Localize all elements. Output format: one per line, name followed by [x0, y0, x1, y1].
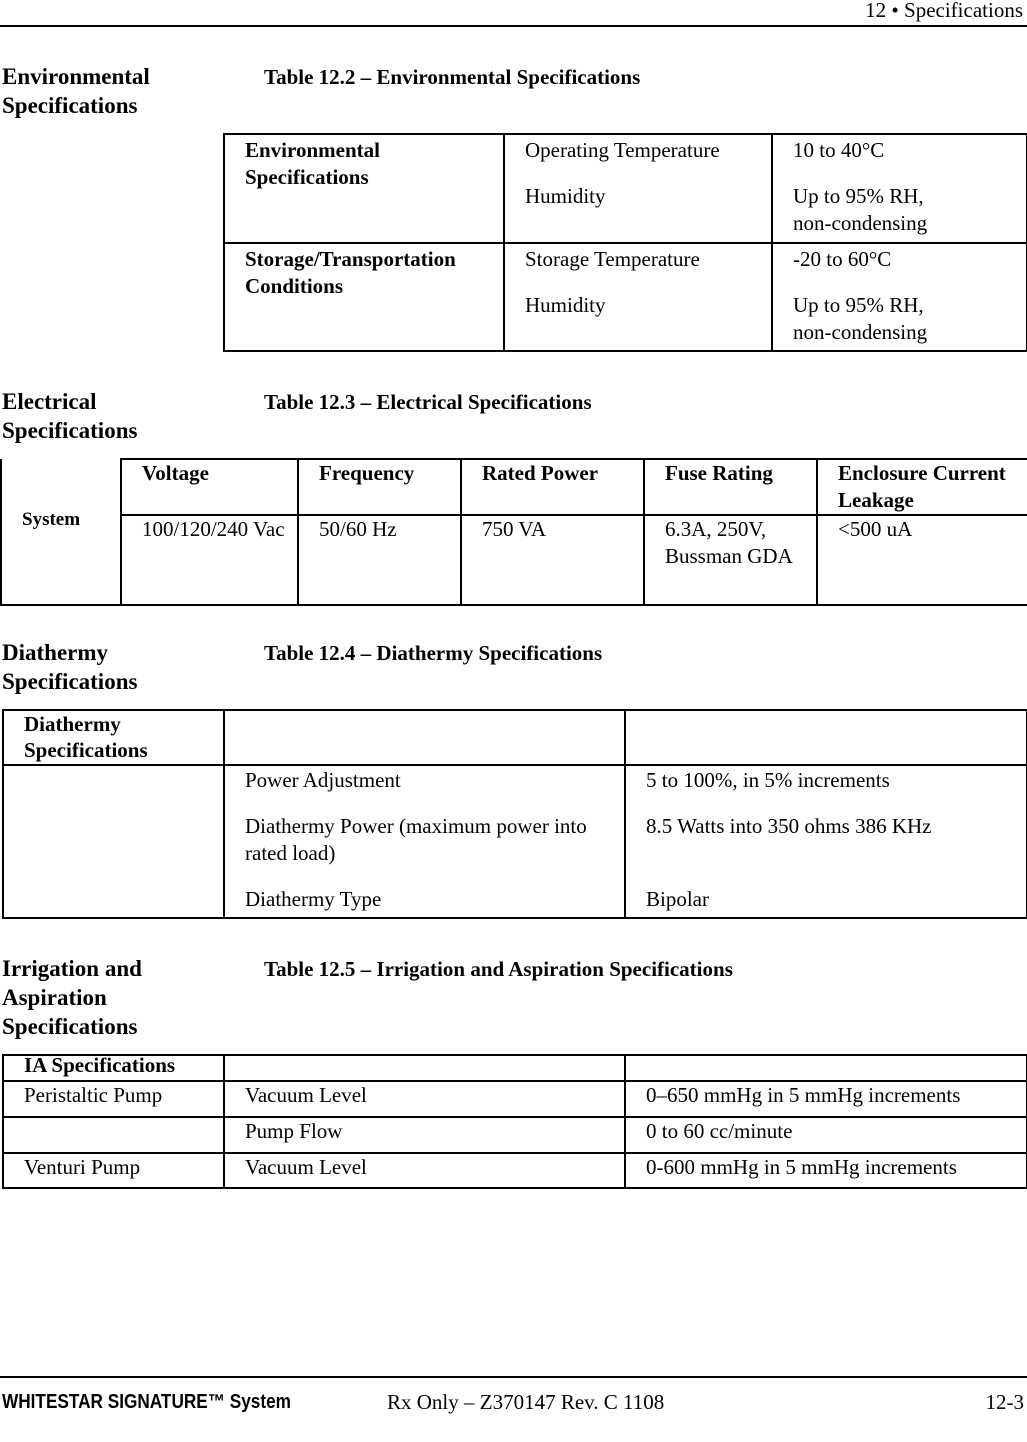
cell-value: 750 VA	[482, 517, 546, 541]
row-label-cell	[1, 509, 121, 605]
header-cell	[3, 710, 224, 765]
column-header	[298, 459, 461, 515]
header-row	[3, 1055, 1027, 1081]
value-text: non-condensing	[793, 211, 928, 235]
row-label: System	[22, 509, 81, 530]
diathermy-table-title: Table 12.4 – Diathermy Specifications	[264, 641, 603, 665]
spec-label: Diathermy Type	[245, 887, 382, 911]
category-label: Storage/Transportation	[245, 247, 456, 271]
empty-header-cell	[1, 459, 121, 515]
header-row	[1, 459, 1027, 515]
heading-line: Specifications	[2, 669, 138, 694]
spec-value: 8.5 Watts into 350 ohms 386 KHz	[646, 814, 932, 838]
spec-value: Bipolar	[646, 887, 709, 911]
cell-value: <500 uA	[838, 517, 913, 541]
pump-cell	[3, 1153, 224, 1188]
spec-value: 5 to 100%, in 5% increments	[646, 768, 890, 792]
table-row	[224, 134, 1027, 243]
header-label: Diathermy	[24, 712, 121, 736]
column-header	[644, 459, 817, 515]
param-label: Storage Temperature	[525, 247, 700, 271]
footer-document-id: Rx Only – Z370147 Rev. C 1108	[387, 1390, 665, 1414]
pump-cell	[3, 1117, 224, 1153]
column-header	[121, 459, 298, 515]
diathermy-table	[2, 709, 1027, 919]
spec-label: Power Adjustment	[245, 768, 401, 792]
heading-line: Electrical	[2, 389, 97, 414]
empty-cell	[3, 765, 224, 918]
cell-value: 50/60 Hz	[319, 517, 397, 541]
heading-line: Aspiration	[2, 985, 107, 1010]
irrigation-table-title: Table 12.5 – Irrigation and Aspiration Specifications	[264, 957, 733, 981]
param-label: Operating Temperature	[525, 138, 720, 162]
param-label: Vacuum Level	[245, 1083, 367, 1107]
irrigation-table	[2, 1054, 1027, 1189]
value-cell	[625, 765, 1027, 918]
value-text: 0–650 mmHg in 5 mmHg increments	[646, 1083, 961, 1107]
cell-value: 100/120/240 Vac	[142, 517, 285, 541]
electrical-heading	[2, 387, 137, 445]
empty-header-cell	[224, 1055, 625, 1081]
value-cell	[772, 243, 1027, 351]
category-label: Specifications	[245, 165, 369, 189]
electrical-table-title: Table 12.3 – Electrical Specifications	[264, 390, 592, 414]
value-cell	[772, 134, 1027, 243]
table-row	[1, 515, 1027, 605]
empty-header-cell	[224, 710, 625, 765]
category-label: Environmental	[245, 138, 380, 162]
column-header-label: Rated Power	[482, 461, 599, 485]
environmental-heading	[2, 62, 150, 120]
column-header-label: Frequency	[319, 461, 415, 485]
environmental-table-title: Table 12.2 – Environmental Specifications	[264, 65, 641, 89]
cell-value: 6.3A, 250V, Bussman GDA	[665, 517, 793, 568]
value-text: -20 to 60°C	[793, 247, 892, 271]
heading-line: Specifications	[2, 418, 138, 443]
value-text: non-condensing	[793, 320, 928, 344]
table-row	[224, 243, 1027, 351]
param-cell	[224, 1081, 625, 1117]
data-cell	[817, 515, 1027, 605]
label-cell	[224, 765, 625, 918]
data-cell	[121, 515, 298, 605]
electrical-table	[0, 458, 1027, 606]
table-row	[3, 1081, 1027, 1117]
footer-product-name: WHITESTAR SIGNATURE™ System	[2, 1391, 291, 1413]
empty-header-cell	[625, 710, 1027, 765]
param-cell	[504, 134, 772, 243]
value-text: Up to 95% RH,	[793, 184, 924, 208]
header-label: IA Specifications	[24, 1053, 176, 1077]
running-header: 12 • Specifications	[865, 0, 1023, 22]
header-rule	[0, 25, 1027, 27]
header-label: Specifications	[24, 738, 148, 762]
value-text: 10 to 40°C	[793, 138, 885, 162]
column-header	[461, 459, 644, 515]
value-text: Up to 95% RH,	[793, 293, 924, 317]
empty-header-cell	[625, 1055, 1027, 1081]
heading-line: Irrigation and	[2, 956, 142, 981]
param-label: Humidity	[525, 184, 606, 208]
table-row	[3, 765, 1027, 918]
spec-label: Diathermy Power (maximum power into rated load)	[245, 814, 587, 865]
heading-line: Specifications	[2, 93, 138, 118]
pump-cell	[3, 1081, 224, 1117]
irrigation-heading	[2, 954, 142, 1041]
header-row	[3, 710, 1027, 765]
param-label: Vacuum Level	[245, 1155, 367, 1179]
value-cell	[625, 1117, 1027, 1153]
footer-rule	[0, 1376, 1027, 1378]
header-cell	[3, 1055, 224, 1081]
value-cell	[625, 1153, 1027, 1188]
table-row	[3, 1117, 1027, 1153]
column-header-label: Fuse Rating	[665, 461, 773, 485]
category-label: Conditions	[245, 274, 344, 298]
param-label: Pump Flow	[245, 1119, 343, 1143]
data-cell	[461, 515, 644, 605]
value-cell	[625, 1081, 1027, 1117]
param-cell	[224, 1153, 625, 1188]
param-cell	[504, 243, 772, 351]
heading-line: Specifications	[2, 1014, 138, 1039]
heading-line: Diathermy	[2, 640, 109, 665]
environmental-table	[223, 133, 1027, 352]
data-cell	[298, 515, 461, 605]
pump-label: Venturi Pump	[24, 1155, 141, 1179]
param-label: Humidity	[525, 293, 606, 317]
diathermy-heading	[2, 638, 137, 696]
column-header	[817, 459, 1027, 515]
heading-line: Environmental	[2, 64, 150, 89]
column-header-label: Voltage	[142, 461, 209, 485]
data-cell	[644, 515, 817, 605]
category-cell	[224, 134, 504, 243]
table-row	[3, 1153, 1027, 1188]
column-header-label: Enclosure Current Leakage	[838, 461, 1006, 512]
value-text: 0-600 mmHg in 5 mmHg increments	[646, 1155, 957, 1179]
footer-page-number: 12-3	[985, 1390, 1024, 1414]
param-cell	[224, 1117, 625, 1153]
pump-label: Peristaltic Pump	[24, 1083, 163, 1107]
value-text: 0 to 60 cc/minute	[646, 1119, 793, 1143]
category-cell	[224, 243, 504, 351]
